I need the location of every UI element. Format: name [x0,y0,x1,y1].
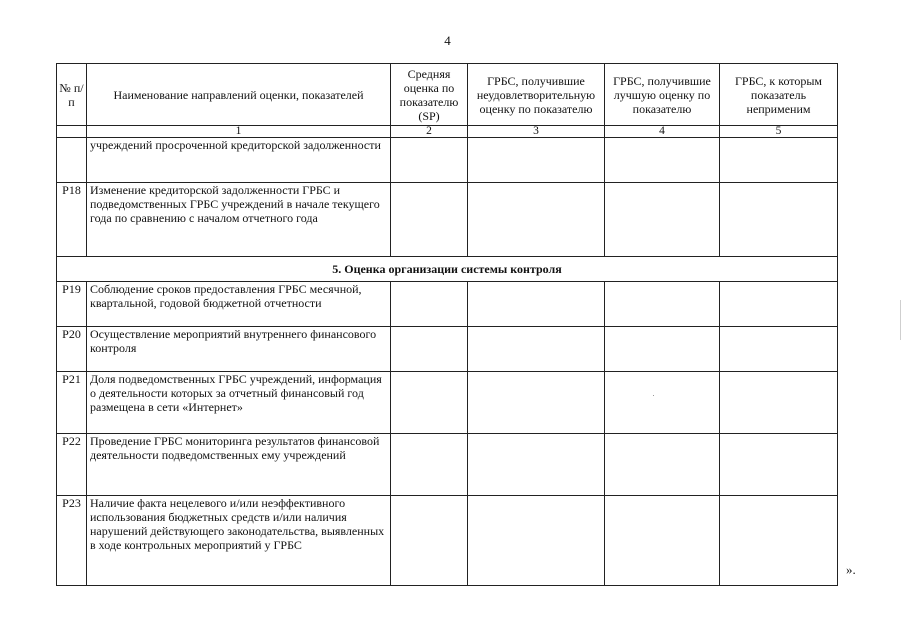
cell-average-score [391,372,468,434]
cell-not-applicable [720,282,838,327]
row-name: Изменение кредиторской задолженности ГРБС и подведомственных ГРБС учреждений в начале текущего года по сравнению с началом отчетного года [87,183,391,257]
cell-not-applicable [720,496,838,586]
column-number: 3 [468,126,605,138]
header-indicator-name: Наименование направлений оценки, показателей [87,64,391,126]
cell-average-score [391,327,468,372]
table-row [57,282,838,327]
table-row [57,327,838,372]
cell-average-score [391,138,468,183]
column-number-row [57,126,838,138]
row-code: P21 [57,372,87,434]
row-name: Осуществление мероприятий внутреннего финансового контроля [87,327,391,372]
cell-best-score [605,327,720,372]
cell-best-score [605,282,720,327]
row-code: P18 [57,183,87,257]
cell-unsatisfactory [468,496,605,586]
row-name: Проведение ГРБС мониторинга результатов финансовой деятельности подведомственных ему учреждений [87,434,391,496]
header-unsatisfactory: ГРБС, получившие неудовлетворительную оценку по показателю [468,64,605,126]
page-number: 4 [444,33,451,48]
scan-speck [653,395,654,396]
cell-unsatisfactory [468,372,605,434]
section-heading: 5. Оценка организации системы контроля [57,257,838,282]
table-row [57,183,838,257]
row-code: P19 [57,282,87,327]
cell-unsatisfactory [468,282,605,327]
column-number: 2 [391,126,468,138]
evaluation-table [56,63,838,586]
cell-not-applicable [720,183,838,257]
row-name: учреждений просроченной кредиторской задолженности [87,138,391,183]
row-code: P22 [57,434,87,496]
cell-not-applicable [720,327,838,372]
table-row [57,434,838,496]
cell-average-score [391,496,468,586]
cell-not-applicable [720,138,838,183]
row-code: P20 [57,327,87,372]
column-number [57,126,87,138]
closing-quote-mark: ». [846,562,856,577]
column-number: 1 [87,126,391,138]
cell-unsatisfactory [468,138,605,183]
cell-unsatisfactory [468,327,605,372]
column-number: 4 [605,126,720,138]
cell-unsatisfactory [468,434,605,496]
row-code [57,138,87,183]
table-row [57,138,838,183]
cell-average-score [391,183,468,257]
cell-not-applicable [720,434,838,496]
section-row [57,257,838,282]
cell-not-applicable [720,372,838,434]
cell-best-score [605,138,720,183]
header-best-score: ГРБС, получившие лучшую оценку по показателю [605,64,720,126]
row-name: Соблюдение сроков предоставления ГРБС месячной, квартальной, годовой бюджетной отчетности [87,282,391,327]
header-number: № п/п [57,64,87,126]
header-average-score: Средняя оценка по показателю (SP) [391,64,468,126]
row-name: Доля подведомственных ГРБС учреждений, информация о деятельности которых за отчетный финансовый год размещена в сети «Интернет» [87,372,391,434]
row-code: P23 [57,496,87,586]
cell-best-score [605,183,720,257]
cell-best-score [605,372,720,434]
header-not-applicable: ГРБС, к которым показатель неприменим [720,64,838,126]
cell-unsatisfactory [468,183,605,257]
table-row [57,372,838,434]
cell-average-score [391,434,468,496]
column-number: 5 [720,126,838,138]
cell-best-score [605,496,720,586]
scan-edge-mark [900,300,901,340]
cell-average-score [391,282,468,327]
row-name: Наличие факта нецелевого и/или неэффективного использования бюджетных средств и/или наличия нарушений действующего законодательства, выявленных в ходе контрольных мероприятий у ГРБС [87,496,391,586]
table-row [57,496,838,586]
cell-best-score [605,434,720,496]
header-row [57,64,838,126]
